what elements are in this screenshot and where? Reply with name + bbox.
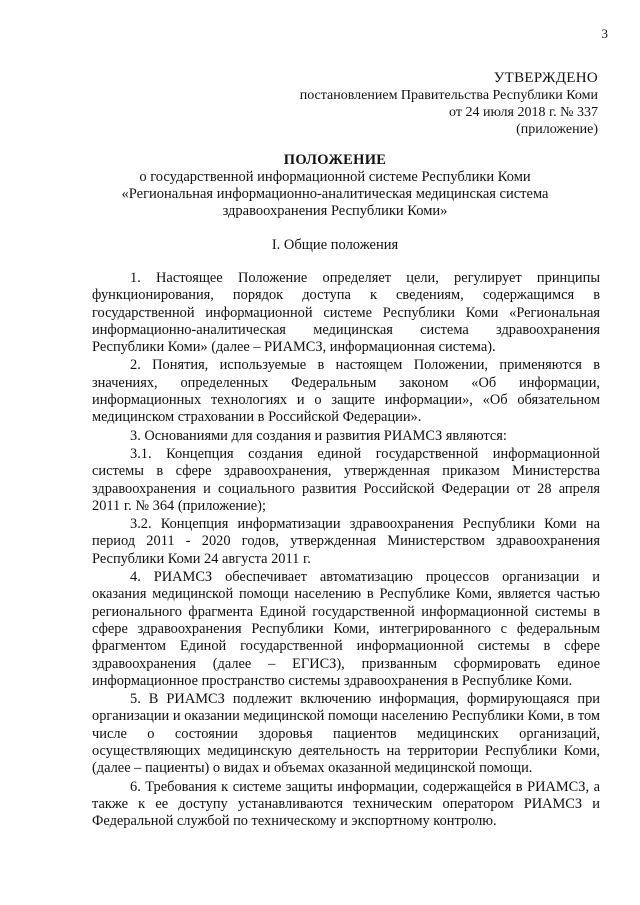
page-number: 3: [601, 26, 608, 41]
document-subtitle-1: о государственной информационной системе Республики Коми: [139, 169, 531, 185]
document-subtitle-2: «Региональная информационно-аналитическая медицинская система: [121, 186, 549, 202]
paragraph-6: 6. Требования к системе защиты информации, содержащейся в РИАМСЗ, а также к ее доступу устанавливаются техническим оператором РИАМСЗ и Федеральной службой по техническому и экспортному контролю.: [92, 778, 600, 830]
paragraph-5: 5. В РИАМСЗ подлежит включению информация, формирующаяся при организации и оказании медицинской помощи населению Республики Коми, в том числе о состоянии здоровья пациентов медицинских организаций, осуществляющих медицинскую деятельность на территории Республики Коми, (далее – пациенты) о видах и объемах оказанной медицинской помощи.: [92, 691, 600, 777]
approval-stamp: [300, 70, 598, 138]
paragraph-4: 4. РИАМСЗ обеспечивает автоматизацию процессов организации и оказания медицинской помощи населению в Республике Коми, является частью регионального фрагмента Единой государственной информационной системы в сфере здравоохранения Республики Коми, интегрированного с федеральным фрагментом Единой государственной информационной системы в сфере здравоохранения (далее – ЕГИСЗ), призванным сформировать единое информационное пространство системы здравоохранения в Республике Коми.: [92, 569, 600, 689]
paragraph-3: 3. Основаниями для создания и развития РИАМСЗ являются:: [130, 427, 507, 444]
document-subtitle-3: здравоохранения Республики Коми»: [222, 203, 448, 219]
document-title: ПОЛОЖЕНИЕ: [283, 152, 387, 168]
approval-line-1: постановлением Правительства Республики Коми: [299, 88, 598, 103]
paragraph-1: 1. Настоящее Положение определяет цели, регулирует принципы функционирования, порядок доступа к сведениям, содержащимся в государственной информационной системе Республики Коми «Региональная информационно-аналитическая медицинская система здравоохранения Республики Коми» (далее – РИАМСЗ, информационная система).: [92, 270, 600, 356]
approved-label: УТВЕРЖДЕНО: [493, 70, 598, 86]
paragraph-3-2: 3.2. Концепция информатизации здравоохранения Республики Коми на период 2011 - 2020 годов, утвержденная Министерством здравоохранения Республики Коми 24 августа 2011 г.: [92, 516, 600, 567]
document-title-block: [90, 152, 580, 220]
paragraph-2: 2. Понятия, используемые в настоящем Положении, применяются в значениях, определенных Федеральным законом «Об информации, информационных технологиях и о защите информации», «Об обязательном медицинском страховании в Российской Федерации».: [92, 357, 600, 426]
section-heading: I. Общие положения: [271, 237, 399, 253]
approval-line-2: от 24 июля 2018 г. № 337: [449, 105, 598, 120]
document-body: [92, 270, 600, 832]
paragraph-3-1: 3.1. Концепция создания единой государственной информационной системы в сфере здравоохранения, утвержденная приказом Министерства здравоохранения и социального развития Российской Федерации от 28 апреля 2011 г. № 364 (приложение);: [92, 445, 600, 514]
approval-line-3: (приложение): [516, 122, 598, 137]
